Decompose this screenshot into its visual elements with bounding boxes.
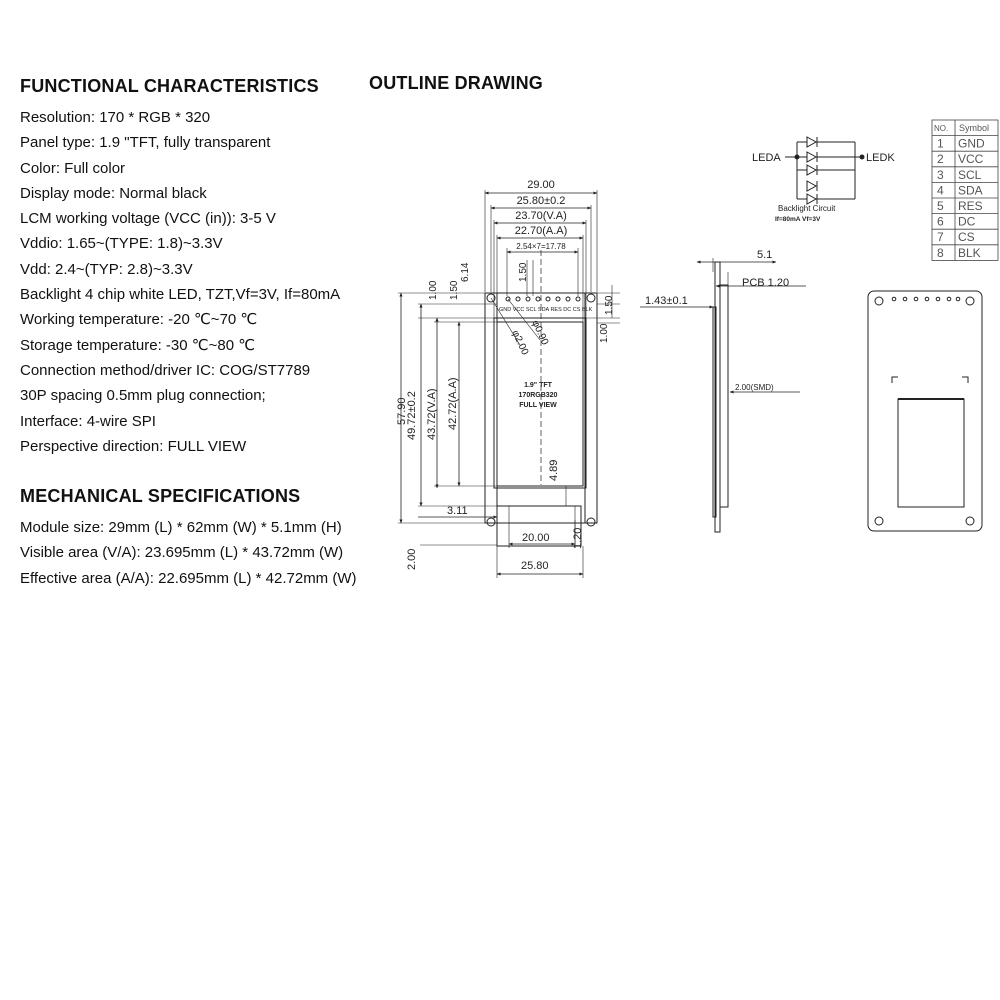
mount-hole (587, 294, 595, 302)
mechanical-heading: MECHANICAL SPECIFICATIONS (20, 486, 301, 506)
mechanical-item: Module size: 29mm (L) * 62mm (W) * 5.1mm (H) (20, 519, 342, 536)
pin-table-no: 1 (937, 136, 944, 151)
screen-line-3: FULL VIEW (519, 402, 557, 409)
back-outline (868, 291, 982, 531)
leda-label: LEDA (752, 152, 781, 164)
dim-614: 6.14 (460, 262, 471, 282)
front-view (398, 190, 620, 578)
pin-table-no: 5 (937, 199, 944, 213)
functional-item: Color: Full color (20, 159, 126, 177)
functional-item: Perspective direction: FULL VIEW (20, 437, 247, 455)
pin-table-symbol: DC (958, 214, 976, 229)
backlight-circuit (785, 137, 864, 204)
dim-150-top: 1.50 (518, 262, 529, 282)
dim-pitch: 2.54×7=17.78 (516, 242, 566, 251)
pin-table-symbol: CS (958, 230, 975, 245)
dim-hole-dia: φ2.00 (509, 328, 531, 357)
mount-hole (587, 518, 595, 526)
pin-table-no: 4 (937, 183, 944, 198)
pin-table-header: NO. (934, 124, 949, 133)
functional-heading: FUNCTIONAL CHARACTERISTICS (20, 76, 319, 96)
pin-table-symbol: SCL (958, 167, 982, 182)
dim-h-va: 43.72(V.A) (426, 388, 438, 440)
functional-item: Panel type: 1.9 "TFT, fully transparent (20, 134, 271, 152)
mechanical-item: Visible area (V/A): 23.695mm (L) * 43.72mm (W) (20, 544, 344, 562)
back-header-pins (892, 297, 960, 301)
pin-table-symbol: RES (958, 199, 983, 213)
dim-pin-dia: φ0.90 (529, 318, 551, 347)
pin-table-no: 6 (937, 214, 944, 229)
backlight-params: If=80mA Vf=3V (775, 216, 821, 223)
functional-item: Display mode: Normal black (20, 184, 207, 202)
dim-2000: 20.00 (522, 532, 550, 544)
functional-item: Vddio: 1.65~(TYPE: 1.8)~3.3V (20, 235, 223, 253)
screen-line-2: 170RGB320 (518, 392, 558, 399)
pin-table-no: 3 (937, 167, 944, 182)
dim-h-pcb: 49.72±0.2 (406, 391, 418, 440)
dim-side-thickness: 5.1 (757, 249, 773, 261)
outline-heading: OUTLINE DRAWING (369, 73, 543, 93)
pin-table-no: 8 (937, 245, 944, 260)
mount-hole (487, 518, 495, 526)
dim-side-smd: 2.00(SMD) (735, 383, 774, 392)
pin-table-symbol: SDA (958, 183, 983, 198)
pin-labels: GND VCC SCL SDA RES DC CS BLK (499, 307, 593, 313)
pin-table-header: Symbol (959, 123, 990, 133)
pin-table-no: 2 (937, 152, 944, 167)
functional-item: Working temperature: -20 ℃~70 ℃ (20, 311, 258, 329)
screen-line-1: 1.9" TFT (524, 382, 552, 389)
dim-width: 29.00 (527, 179, 555, 191)
dim-200: 2.00 (406, 548, 418, 570)
pin-table-symbol: GND (958, 136, 985, 151)
led-icon (807, 137, 817, 204)
dim-150-right: 1.50 (604, 295, 615, 315)
dim-side-pcb: PCB 1.20 (742, 277, 790, 289)
dim-height: 57.90 (396, 397, 408, 425)
dim-100-right: 1.00 (599, 323, 610, 343)
dim-pcb: 25.80±0.2 (516, 195, 566, 207)
mechanical-item: Effective area (A/A): 22.695mm (L) * 42.72mm (W) (20, 569, 357, 587)
functional-item: Backlight 4 chip white LED, TZT,Vf=3V, If=80mA (20, 286, 341, 304)
back-fpc (898, 399, 964, 507)
backlight-caption: Backlight Circuit (778, 204, 836, 213)
functional-item: Resolution: 170 * RGB * 320 (20, 109, 211, 126)
functional-item: LCM working voltage (VCC (in)): 3-5 V (20, 210, 276, 228)
functional-item: 30P spacing 0.5mm plug connection; (20, 387, 266, 405)
dim-100-left: 1.00 (428, 280, 439, 300)
functional-item: Interface: 4-wire SPI (20, 412, 156, 430)
dim-489: 4.89 (548, 459, 560, 481)
dim-120: 1.20 (572, 527, 584, 549)
back-view (868, 291, 982, 531)
dim-h-aa: 42.72(A.A) (447, 377, 459, 430)
functional-item: Connection method/driver IC: COG/ST7789 (20, 361, 311, 379)
dim-va: 23.70(V.A) (515, 210, 567, 222)
pin-table-symbol: BLK (958, 245, 981, 260)
dim-2580: 25.80 (521, 560, 549, 572)
header-pins (506, 297, 580, 301)
dim-side-143: 1.43±0.1 (645, 295, 688, 307)
dim-150-left: 1.50 (449, 280, 460, 300)
functional-item: Storage temperature: -30 ℃~80 ℃ (20, 336, 256, 354)
dim-311: 3.11 (447, 505, 468, 517)
pin-table-no: 7 (937, 230, 944, 245)
ledk-label: LEDK (866, 152, 895, 164)
pin-table (932, 120, 998, 260)
dim-aa: 22.70(A.A) (514, 225, 568, 237)
functional-item: Vdd: 2.4~(TYP: 2.8)~3.3V (20, 260, 193, 278)
pin-table-symbol: VCC (958, 152, 984, 167)
side-pcb (720, 285, 728, 507)
